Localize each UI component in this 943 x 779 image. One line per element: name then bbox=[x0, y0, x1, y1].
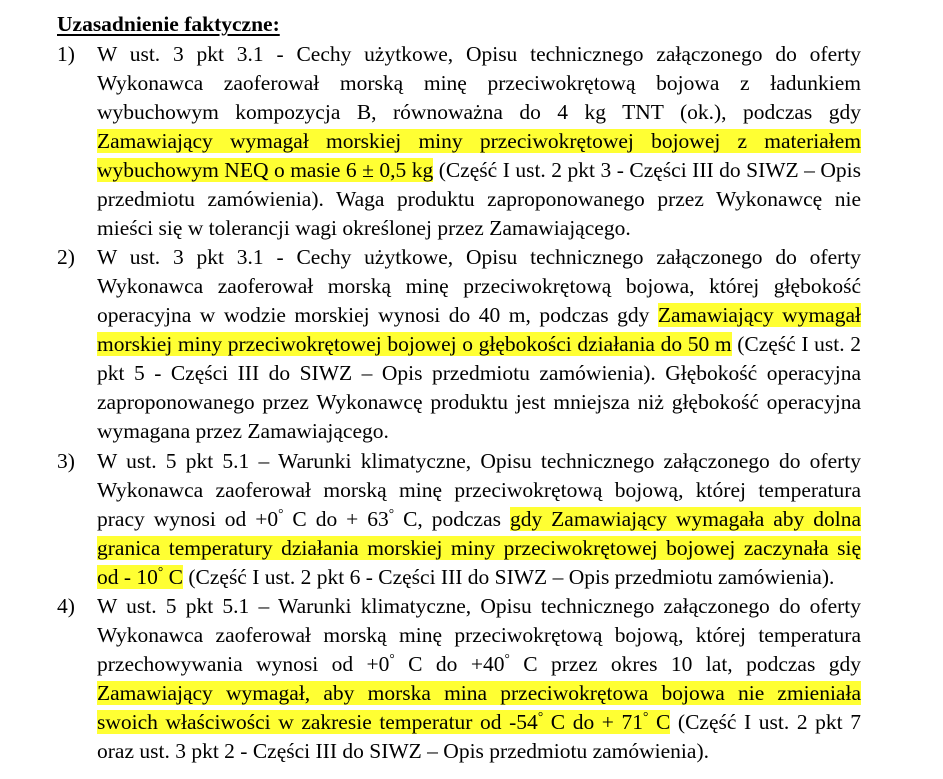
item-number: 2) bbox=[57, 245, 75, 269]
item-text-plain: W ust. 3 pkt 3.1 - Cechy użytkowe, Opisu technicznego załączonego do oferty Wykonawca zaoferował morską minę przeciwokrętową bojowa, której głębokość operacyjna w wodzie morskiej wynosi do 40 m, podczas gdy bbox=[97, 245, 861, 327]
list-item-2 bbox=[57, 243, 861, 446]
degree-mark: ° bbox=[157, 563, 164, 579]
item-text-plain: C, podczas bbox=[394, 507, 510, 531]
degree-mark: ° bbox=[504, 650, 510, 666]
item-text-plain: (Część I ust. 2 pkt 3 - Części III do SIWZ – Opis przedmiotu zamówienia). Waga produktu zaproponowanego przez Wykonawcę nie mieści się w tolerancji wagi określonej przez Zamawiającego. bbox=[97, 158, 861, 240]
item-number: 3) bbox=[57, 449, 75, 473]
degree-mark: ° bbox=[388, 505, 395, 521]
item-text bbox=[97, 447, 861, 592]
item-text bbox=[97, 40, 861, 243]
item-text-plain: W ust. 5 pkt 5.1 – Warunki klimatyczne, Opisu technicznego załączonego do oferty Wykonawca zaoferował morską minę przeciwokrętową bojową, której temperatura pracy wynosi od +0 bbox=[97, 449, 861, 531]
item-text-plain: W ust. 5 pkt 5.1 – Warunki klimatyczne, Opisu technicznego załączonego do oferty Wykonawca zaoferował morską minę przeciwokrętową bojową, której temperatura przechowywania wynosi od +0 bbox=[97, 594, 861, 676]
highlight-text: Zamawiający wymagał, aby morska mina przeciwokrętowa bojowa nie zmieniała swoich właściwości w zakresie temperatur od -54 bbox=[97, 681, 861, 734]
degree-mark: ° bbox=[537, 708, 544, 724]
item-text-plain: W ust. 3 pkt 3.1 - Cechy użytkowe, Opisu technicznego załączonego do oferty Wykonawca zaoferował morską minę przeciwokrętową bojowa z ładunkiem wybuchowym kompozycja B, równoważna do 4 kg TNT (ok.), podczas gdy bbox=[97, 42, 861, 124]
highlight-text: C bbox=[163, 565, 183, 589]
highlighted-requirement: Zamawiający wymagał morskiej miny przeciwokrętowej bojowej o głębokości działania do 50 m bbox=[97, 303, 861, 356]
section-heading: Uzasadnienie faktyczne: bbox=[57, 12, 280, 36]
item-text-plain: (Część I ust. 2 pkt 7 oraz ust. 3 pkt 2 - Części III do SIWZ – Opis przedmiotu zamówienia). bbox=[97, 710, 861, 763]
item-text-plain: (Część I ust. 2 pkt 5 - Części III do SIWZ – Opis przedmiotu zamówienia). Głębokość operacyjna zaproponowanego przez Wykonawcę produktu jest mniejsza niż głębokość operacyjna wymagana przez Zamawiającego. bbox=[97, 332, 861, 443]
item-text-plain: (Część I ust. 2 pkt 6 - Części III do SIWZ – Opis przedmiotu zamówienia). bbox=[182, 565, 835, 589]
degree-mark: ° bbox=[278, 505, 284, 521]
item-number: 1) bbox=[57, 42, 75, 66]
highlighted-requirement: Zamawiający wymagał morskiej miny przeciwokrętowej bojowej z materiałem wybuchowym NEQ o masie 6 ± 0,5 kg bbox=[97, 129, 861, 182]
item-text-plain: C do + 63 bbox=[283, 507, 389, 531]
item-text bbox=[97, 592, 861, 766]
item-text bbox=[97, 243, 861, 446]
item-text-plain: C do +40 bbox=[394, 652, 505, 676]
item-text-plain: C przez okres 10 lat, podczas gdy bbox=[509, 652, 861, 676]
list-item-1 bbox=[57, 40, 861, 243]
highlight-text: gdy Zamawiający wymagała aby dolna granica temperatury działania morskiej miny przeciwokrętowej bojowej zaczynała się od - 10 bbox=[97, 507, 861, 589]
degree-mark: ° bbox=[643, 708, 649, 724]
list-item-4 bbox=[57, 592, 861, 766]
degree-mark: ° bbox=[389, 650, 395, 666]
item-number: 4) bbox=[57, 594, 75, 618]
list-item-3 bbox=[57, 447, 861, 592]
highlight-text: C do + 71 bbox=[543, 710, 644, 734]
highlight-text: C bbox=[648, 710, 671, 734]
